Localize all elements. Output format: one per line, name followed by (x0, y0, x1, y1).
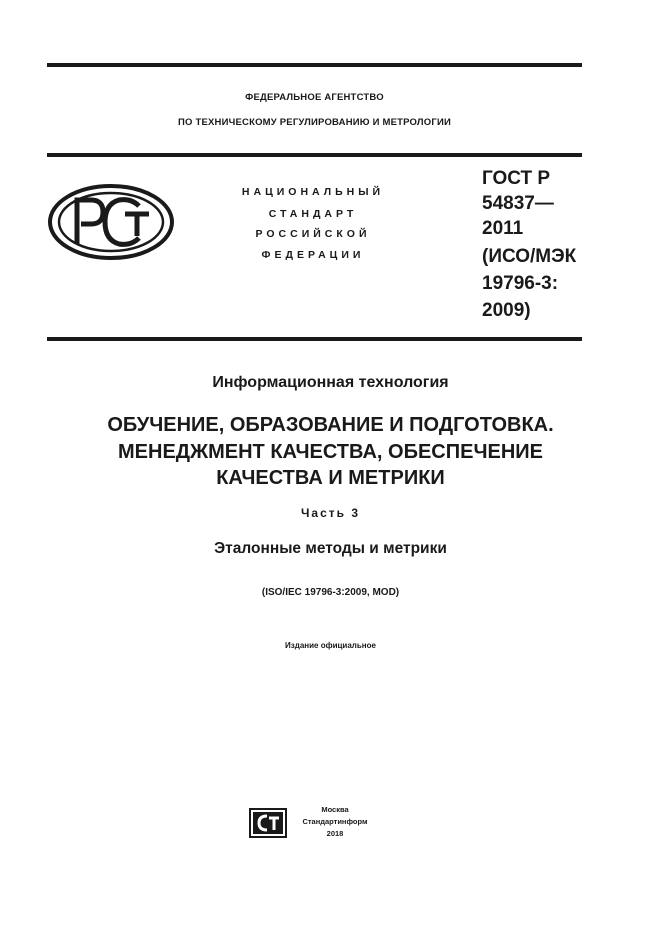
agency-line-2: ПО ТЕХНИЧЕСКОМУ РЕГУЛИРОВАНИЮ И МЕТРОЛОГИИ (178, 117, 451, 128)
designation-line-1: ГОСТ Р (482, 168, 551, 189)
publisher-city: Москва (321, 805, 349, 814)
national-standard-line-4: ФЕДЕРАЦИИ (261, 249, 365, 261)
standartinform-logo-icon (249, 808, 287, 838)
publisher-year: 2018 (326, 829, 344, 838)
publisher-name: Стандартинформ (302, 817, 368, 826)
main-title-line-1: ОБУЧЕНИЕ, ОБРАЗОВАНИЕ И ПОДГОТОВКА. (107, 414, 554, 436)
edition-label: Издание официальное (285, 641, 376, 650)
international-reference: (ISO/IEC 19796-3:2009, MOD) (261, 587, 400, 598)
part-number: Часть 3 (300, 506, 361, 520)
national-standard-line-1: НАЦИОНАЛЬНЫЙ (241, 186, 385, 198)
designation-line-2: 54837— (482, 193, 554, 214)
designation-line-5: 19796-3: (482, 273, 559, 294)
subject-title: Информационная технология (212, 374, 449, 391)
gost-r-certification-mark-icon (47, 182, 175, 262)
agency-line-1: ФЕДЕРАЛЬНОЕ АГЕНТСТВО (245, 92, 384, 103)
part-title: Эталонные методы и метрики (214, 540, 447, 557)
designation-line-4: (ИСО/МЭК (482, 246, 577, 267)
main-title-line-2: МЕНЕДЖМЕНТ КАЧЕСТВА, ОБЕСПЕЧЕНИЕ (118, 441, 543, 463)
title-rule (47, 337, 582, 341)
main-title-line-3: КАЧЕСТВА И МЕТРИКИ (216, 467, 445, 489)
top-rule (47, 63, 582, 67)
designation-line-3: 2011 (482, 218, 524, 239)
national-standard-line-2: СТАНДАРТ (268, 208, 358, 220)
header-rule (47, 153, 582, 157)
national-standard-line-3: РОССИЙСКОЙ (255, 228, 371, 240)
designation-line-6: 2009) (482, 300, 531, 321)
